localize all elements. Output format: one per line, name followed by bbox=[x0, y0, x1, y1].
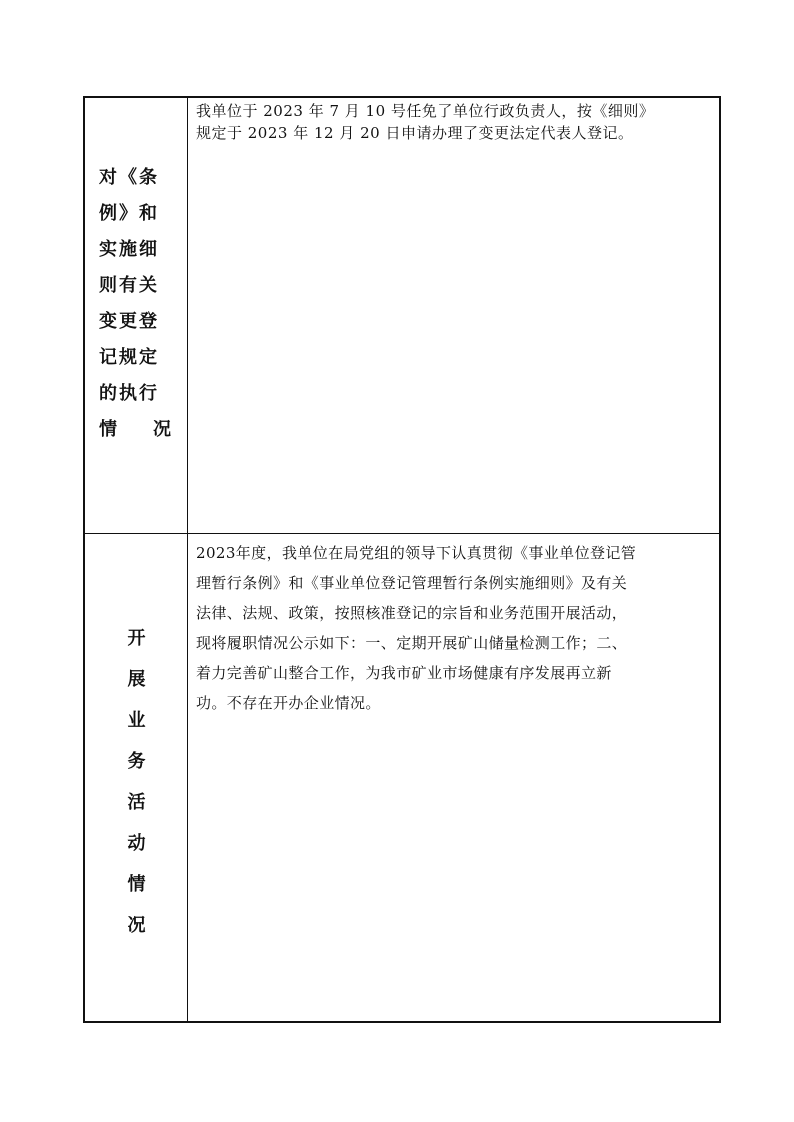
label-line: 的执行 bbox=[99, 383, 159, 404]
label-line: 则有关 bbox=[99, 275, 159, 296]
row-label-cell bbox=[85, 98, 207, 533]
label-line: 记规定 bbox=[99, 347, 159, 368]
row-content-cell bbox=[188, 98, 719, 533]
label-line: 实施细 bbox=[99, 239, 159, 260]
label-line: 例》和 bbox=[99, 203, 159, 224]
text-line: 功。不存在开办企业情况。 bbox=[196, 694, 381, 712]
label-char: 展 bbox=[127, 669, 146, 690]
table-row-registration-change bbox=[85, 98, 719, 534]
text-line: 2023年度，我单位在局党组的领导下认真贯彻《事业单位登记管 bbox=[196, 544, 637, 562]
label-char: 况 bbox=[127, 915, 146, 936]
registration-change-text bbox=[196, 100, 713, 144]
label-char: 动 bbox=[127, 833, 146, 854]
row-label-business-activities bbox=[85, 618, 188, 946]
text-line: 规定于 2023 年 12 月 20 日申请办理了变更法定代表人登记。 bbox=[196, 124, 634, 142]
business-activities-text bbox=[196, 538, 713, 718]
text-line: 我单位于 2023 年 7 月 10 号任免了单位行政负责人，按《细则》 bbox=[196, 102, 655, 120]
label-line: 对《条 bbox=[99, 167, 159, 188]
label-char: 活 bbox=[127, 792, 146, 813]
row-label-registration-change bbox=[99, 160, 207, 448]
label-line: 变更登 bbox=[99, 311, 159, 332]
row-content-cell bbox=[188, 534, 719, 1023]
label-char: 业 bbox=[127, 710, 146, 731]
label-char: 情 bbox=[127, 874, 146, 895]
text-line: 法律、法规、政策，按照核准登记的宗旨和业务范围开展活动， bbox=[196, 604, 628, 622]
text-line: 现将履职情况公示如下：一、定期开展矿山储量检测工作；二、 bbox=[196, 634, 628, 652]
text-line: 理暂行条例》和《事业单位登记管理暂行条例实施细则》及有关 bbox=[196, 574, 628, 592]
table-row-business-activities bbox=[85, 534, 719, 1023]
label-line: 情况 bbox=[99, 419, 207, 440]
label-char: 务 bbox=[127, 751, 146, 772]
label-char: 开 bbox=[127, 628, 146, 649]
row-label-cell bbox=[85, 534, 188, 1023]
form-table bbox=[83, 96, 721, 1023]
text-line: 着力完善矿山整合工作，为我市矿业市场健康有序发展再立新 bbox=[196, 664, 612, 682]
